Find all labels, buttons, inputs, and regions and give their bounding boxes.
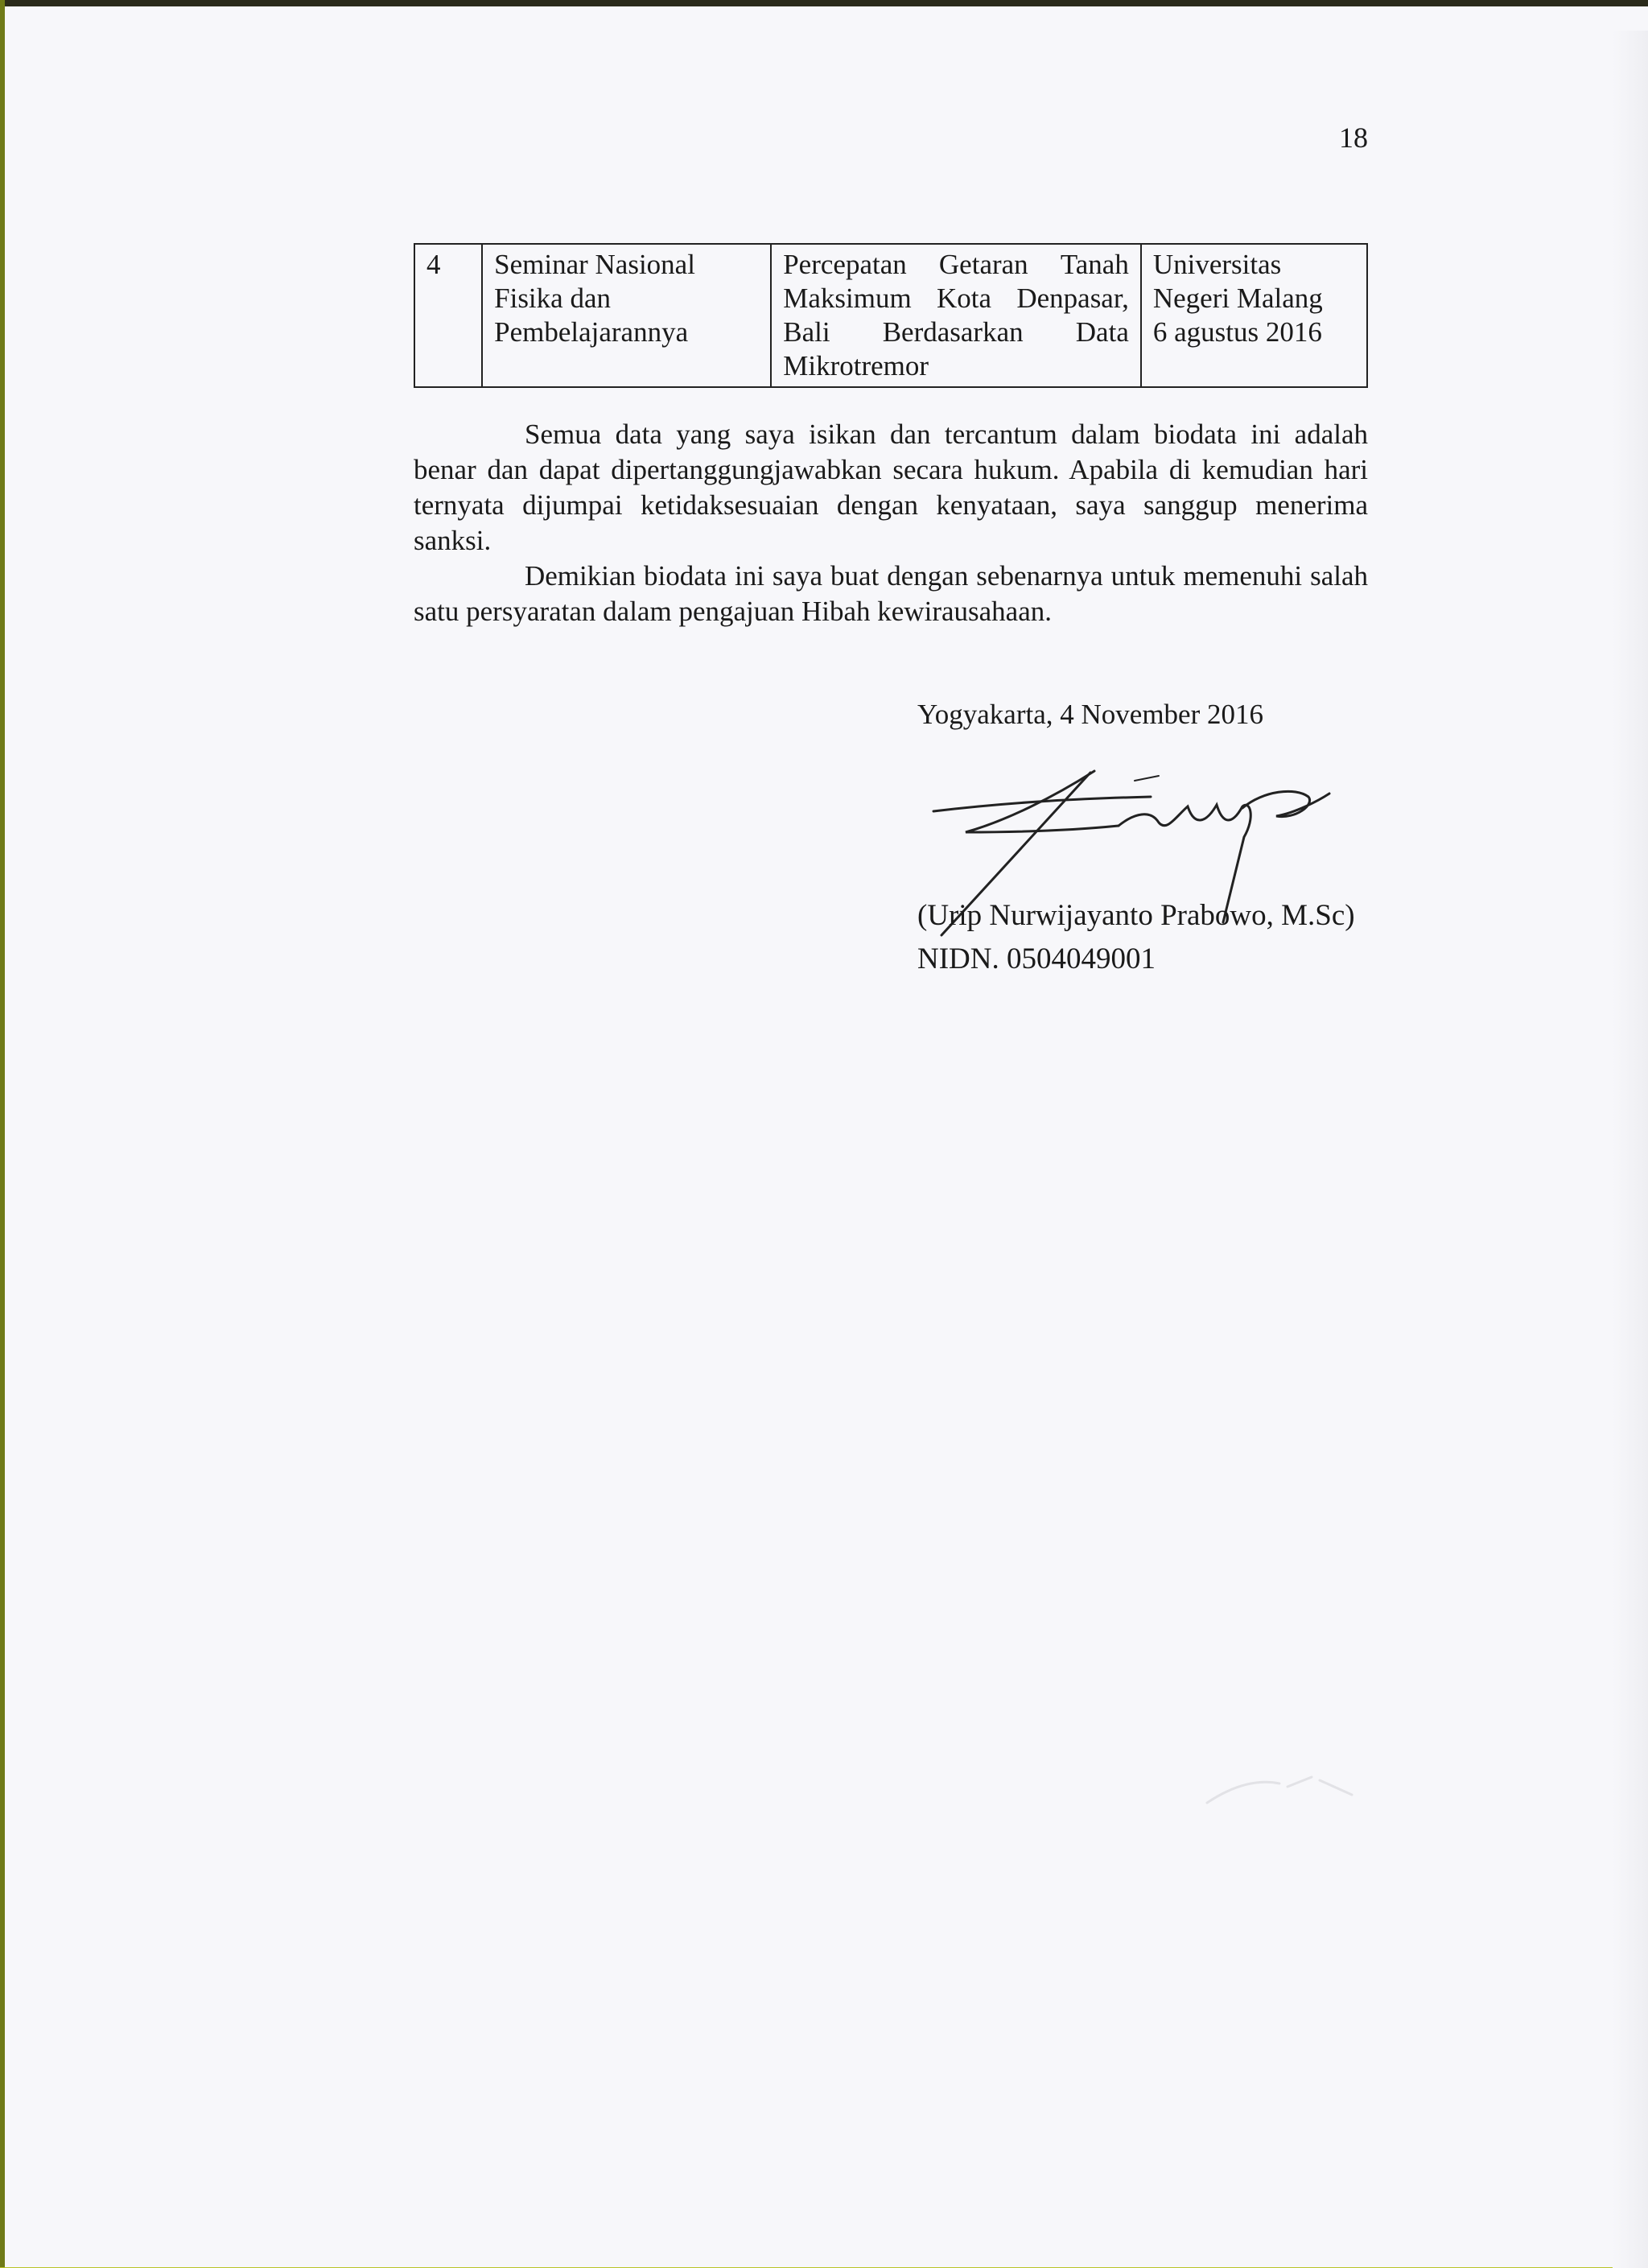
page-edge-shadow <box>1613 31 1648 2268</box>
title-word: Data <box>1075 316 1129 348</box>
title-word: Denpasar, <box>1016 282 1129 314</box>
cell-line: Fisika dan <box>494 282 611 314</box>
cell-line <box>783 315 1129 349</box>
conference-name-cell <box>482 244 771 387</box>
cell-line <box>783 248 1129 282</box>
cell-line: Universitas <box>1152 249 1282 280</box>
place-date: Yogyakarta, 4 November 2016 <box>917 699 1263 730</box>
signer-nidn: NIDN. 0504049001 <box>917 942 1156 975</box>
cell-line: Negeri Malang <box>1152 282 1323 314</box>
faint-mark <box>1199 1763 1376 1827</box>
cell-line: Pembelajarannya <box>494 316 689 348</box>
table-row <box>414 244 1367 387</box>
statement-text <box>414 417 1368 629</box>
title-word: Bali <box>783 316 830 348</box>
statement-paragraph: Semua data yang saya isikan dan tercantum dalam biodata ini adalah benar dan dapat dipertanggungjawabkan secara hukum. Apabila di kemudian hari ternyata dijumpai ketidaksesuaian dengan kenyataan, saya sanggup menerima sanksi. <box>414 419 1368 556</box>
cell-line: 6 agustus 2016 <box>1152 316 1322 348</box>
title-word: Getaran <box>938 249 1028 280</box>
place-date-cell <box>1141 244 1367 387</box>
paper-title-cell <box>771 244 1141 387</box>
title-word: Maksimum <box>783 282 912 314</box>
signer-name: (Urip Nurwijayanto Prabowo, M.Sc) <box>917 899 1355 932</box>
title-word: Kota <box>936 282 992 314</box>
title-word: Berdasarkan <box>882 316 1024 348</box>
title-word: Percepatan <box>783 249 907 280</box>
row-number-cell: 4 <box>414 244 482 387</box>
title-word: Tanah <box>1060 249 1129 280</box>
cell-line <box>783 282 1129 315</box>
closing-paragraph: Demikian biodata ini saya buat dengan sebenarnya untuk memenuhi salah satu persyaratan dalam pengajuan Hibah kewirausahaan. <box>414 560 1368 627</box>
page-number: 18 <box>1339 122 1368 154</box>
cell-line: Seminar Nasional <box>494 249 695 280</box>
cell-line: Mikrotremor <box>783 350 929 381</box>
seminar-table <box>414 243 1368 388</box>
